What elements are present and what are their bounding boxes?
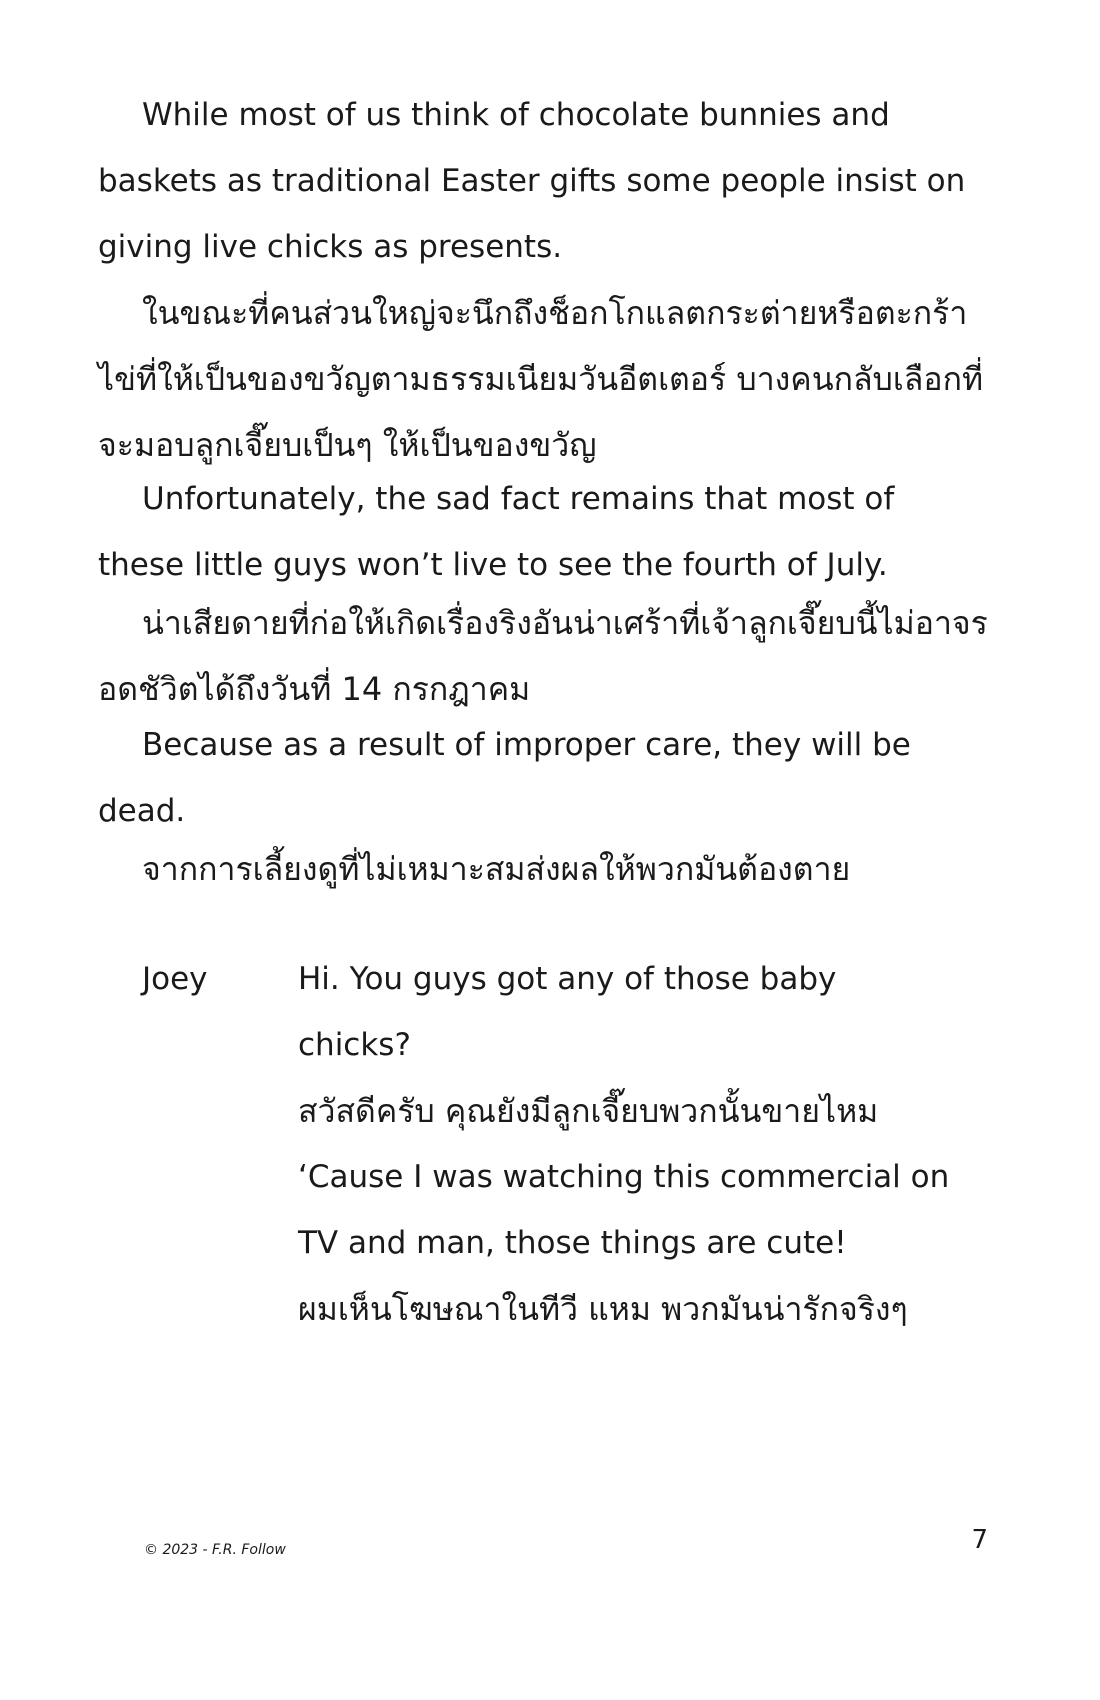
paragraph-en-improper-care: Because as a result of improper care, they will be dead. [98,727,911,829]
paragraph-th-sad-fact: น่าเสียดายที่ก่อให้เกิดเรื่องริงอันน่าเศร้าที่เจ้าลูกเจี๊ยบนี้ไม่อาจรอดชัวิตได้ถึงวันที่ 14 กรกฎาคม [98,604,988,708]
dialogue-line: ผมเห็นโฆษณาในทีวี แหม พวกมันน่ารักจริงๆ [298,1290,908,1328]
page-number: 7 [971,1525,988,1555]
dialogue-line: TV and man, those things are cute! [298,1225,847,1261]
copyright-notice: © 2023 - F.R. Follow [144,1542,286,1558]
paragraph-en-sad-fact: Unfortunately, the sad fact remains that most of these little guys won’t live to see the fourth of July. [98,481,895,583]
speaker-name: Joey [142,961,208,997]
paragraph-th-improper-care: จากการเลี้ยงดูที่ไม่เหมาะสมส่งผลให้พวกมันต้องตาย [142,850,851,888]
dialogue-line: สวัสดีครับ คุณยังมีลูกเจี๊ยบพวกนั้นขายไหม [298,1092,879,1130]
dialogue-lines [298,946,998,1342]
paragraph-en-easter-gifts: While most of us think of chocolate bunnies and baskets as traditional Easter gifts some people insist on giving live chicks as presents. [98,97,966,265]
paragraph-th-easter-gifts: ในขณะที่คนส่วนใหญ่จะนึกถึงช็อกโกแลตกระต่ายหรือตะกร้าไข่ที่ให้เป็นของขวัญตามธรรมเนียมวันอีตเตอร์ บางคนกลับเลือกที่จะมอบลูกเจี๊ยบเป็นๆ ให้เป็นของขวัญ [98,294,984,464]
dialogue-line: ‘Cause I was watching this commercial on [298,1159,950,1195]
dialogue-line: Hi. You guys got any of those baby [298,961,837,997]
dialogue-line: chicks? [298,1027,411,1063]
